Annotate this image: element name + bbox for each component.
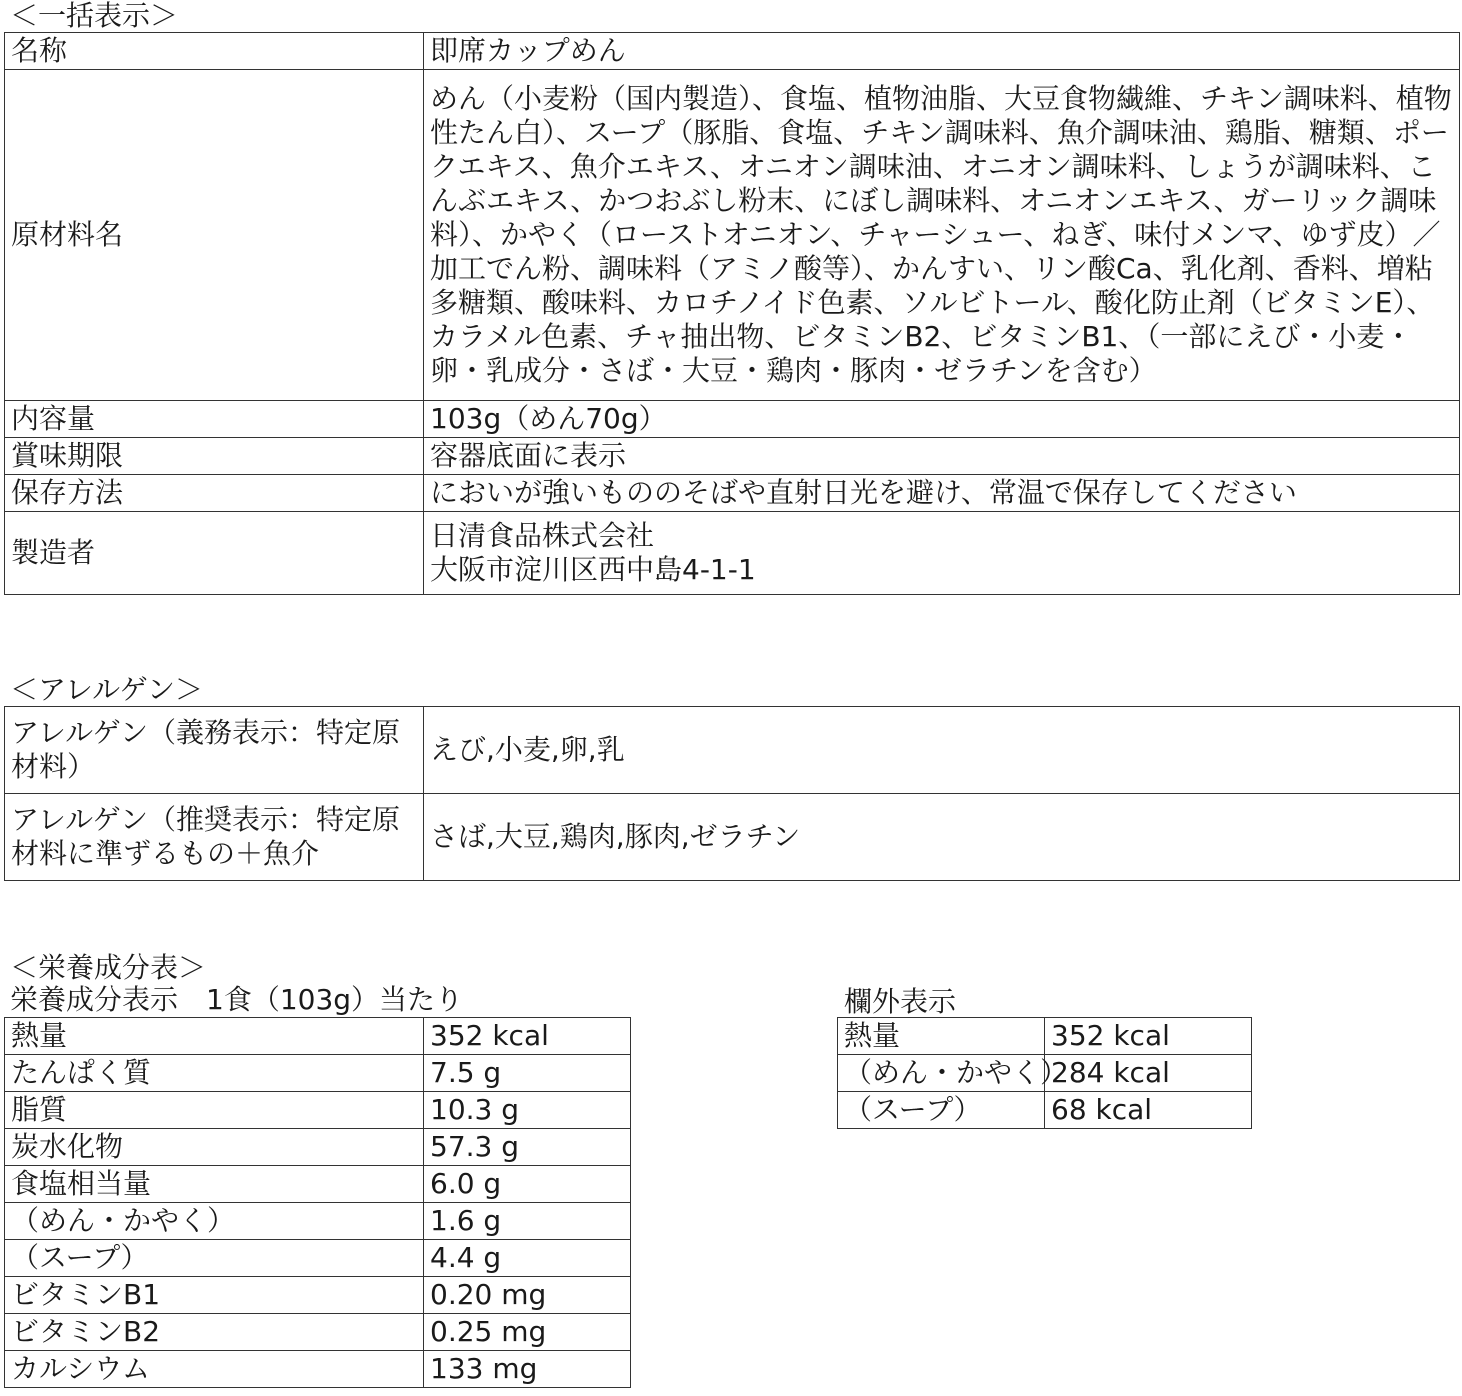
outside-label-label: （めん・かやく） xyxy=(838,1055,1045,1092)
table-row xyxy=(5,1129,631,1166)
nutrition-heading: ＜栄養成分表＞ xyxy=(10,951,207,984)
table-row xyxy=(5,1203,631,1240)
nutrition-label: 脂質 xyxy=(5,1092,424,1129)
nutrition-subheading: 栄養成分表示 1食（103g）当たり xyxy=(10,983,464,1016)
nutrition-value: 0.25 mg xyxy=(424,1314,631,1351)
row-value-content: 103g（めん70g） xyxy=(424,401,1460,438)
row-label-name: 名称 xyxy=(5,33,424,70)
allergen-heading: ＜アレルゲン＞ xyxy=(10,673,204,706)
nutrition-value: 0.20 mg xyxy=(424,1277,631,1314)
row-value-storage: においが強いもののそばや直射日光を避け、常温で保存してください xyxy=(424,475,1460,512)
table-row xyxy=(838,1018,1252,1055)
allergen-value-recommended: さば,大豆,鶏肉,豚肉,ゼラチン xyxy=(424,794,1460,881)
nutrition-value: 133 mg xyxy=(424,1351,631,1388)
table-row xyxy=(838,1092,1252,1129)
nutrition-label: カルシウム xyxy=(5,1351,424,1388)
table-row xyxy=(5,438,1460,475)
allergen-label-mandatory: アレルゲン（義務表示：特定原材料） xyxy=(5,707,424,794)
nutrition-label: ビタミンB2 xyxy=(5,1314,424,1351)
manufacturer-address: 大阪市淀川区西中島4-1-1 xyxy=(430,553,756,586)
outside-label-label: （スープ） xyxy=(838,1092,1045,1129)
bulk-label-heading: ＜一括表示＞ xyxy=(10,0,179,32)
table-row xyxy=(5,1055,631,1092)
row-label-content: 内容量 xyxy=(5,401,424,438)
outside-label-value: 284 kcal xyxy=(1045,1055,1252,1092)
nutrition-value: 1.6 g xyxy=(424,1203,631,1240)
nutrition-label: （めん・かやく） xyxy=(5,1203,424,1240)
nutrition-value: 352 kcal xyxy=(424,1018,631,1055)
nutrition-label: ビタミンB1 xyxy=(5,1277,424,1314)
nutrition-value: 7.5 g xyxy=(424,1055,631,1092)
row-label-manufacturer: 製造者 xyxy=(5,512,424,595)
nutrition-value: 4.4 g xyxy=(424,1240,631,1277)
row-value-name: 即席カップめん xyxy=(424,33,1460,70)
table-row xyxy=(5,1351,631,1388)
table-row xyxy=(5,1277,631,1314)
allergen-label-recommended: アレルゲン（推奨表示：特定原材料に準ずるもの＋魚介 xyxy=(5,794,424,881)
row-value-manufacturer xyxy=(424,512,1460,595)
outside-label-value: 352 kcal xyxy=(1045,1018,1252,1055)
nutrition-label: 炭水化物 xyxy=(5,1129,424,1166)
nutrition-value: 6.0 g xyxy=(424,1166,631,1203)
nutrition-label: （スープ） xyxy=(5,1240,424,1277)
row-label-storage: 保存方法 xyxy=(5,475,424,512)
nutrition-value: 10.3 g xyxy=(424,1092,631,1129)
table-row xyxy=(5,1240,631,1277)
table-row xyxy=(5,401,1460,438)
table-row xyxy=(5,475,1460,512)
allergen-value-mandatory: えび,小麦,卵,乳 xyxy=(424,707,1460,794)
row-label-ingredients: 原材料名 xyxy=(5,70,424,401)
table-row xyxy=(5,707,1460,794)
outside-label-table xyxy=(837,1017,1252,1129)
nutrition-value: 57.3 g xyxy=(424,1129,631,1166)
nutrition-label: 熱量 xyxy=(5,1018,424,1055)
row-value-best-before: 容器底面に表示 xyxy=(424,438,1460,475)
outside-label-label: 熱量 xyxy=(838,1018,1045,1055)
table-row xyxy=(5,1018,631,1055)
manufacturer-name: 日清食品株式会社 xyxy=(430,519,655,552)
table-row xyxy=(5,1166,631,1203)
table-row xyxy=(5,1092,631,1129)
nutrition-table xyxy=(4,1017,631,1388)
row-value-ingredients: めん（小麦粉（国内製造）、食塩、植物油脂、大豆食物繊維、チキン調味料、植物性たん白）、スープ（豚脂、食塩、チキン調味料、魚介調味油、鶏脂、糖類、ポークエキス、魚介エキス、オニオン調味油、オニオン調味料、しょうが調味料、こんぶエキス、かつおぶし粉末、にぼし調味料、オニオンエキス、ガーリック調味料）、かやく（ローストオニオン、チャーシュー、ねぎ、味付メンマ、ゆず皮）／加工でん粉、調味料（アミノ酸等）、かんすい、リン酸Ca、乳化剤、香料、増粘多糖類、酸味料、カロチノイド色素、ソルビトール、酸化防止剤（ビタミンE）、カラメル色素、チャ抽出物、ビタミンB2、ビタミンB1、（一部にえび・小麦・卵・乳成分・さば・大豆・鶏肉・豚肉・ゼラチンを含む） xyxy=(424,70,1460,401)
outside-label-heading: 欄外表示 xyxy=(844,985,957,1018)
nutrition-label: たんぱく質 xyxy=(5,1055,424,1092)
table-row xyxy=(5,512,1460,595)
table-row xyxy=(5,33,1460,70)
row-label-best-before: 賞味期限 xyxy=(5,438,424,475)
table-row xyxy=(5,794,1460,881)
table-row xyxy=(5,70,1460,401)
allergen-table xyxy=(4,706,1460,881)
outside-label-value: 68 kcal xyxy=(1045,1092,1252,1129)
nutrition-label: 食塩相当量 xyxy=(5,1166,424,1203)
table-row xyxy=(838,1055,1252,1092)
bulk-label-table xyxy=(4,32,1460,595)
table-row xyxy=(5,1314,631,1351)
